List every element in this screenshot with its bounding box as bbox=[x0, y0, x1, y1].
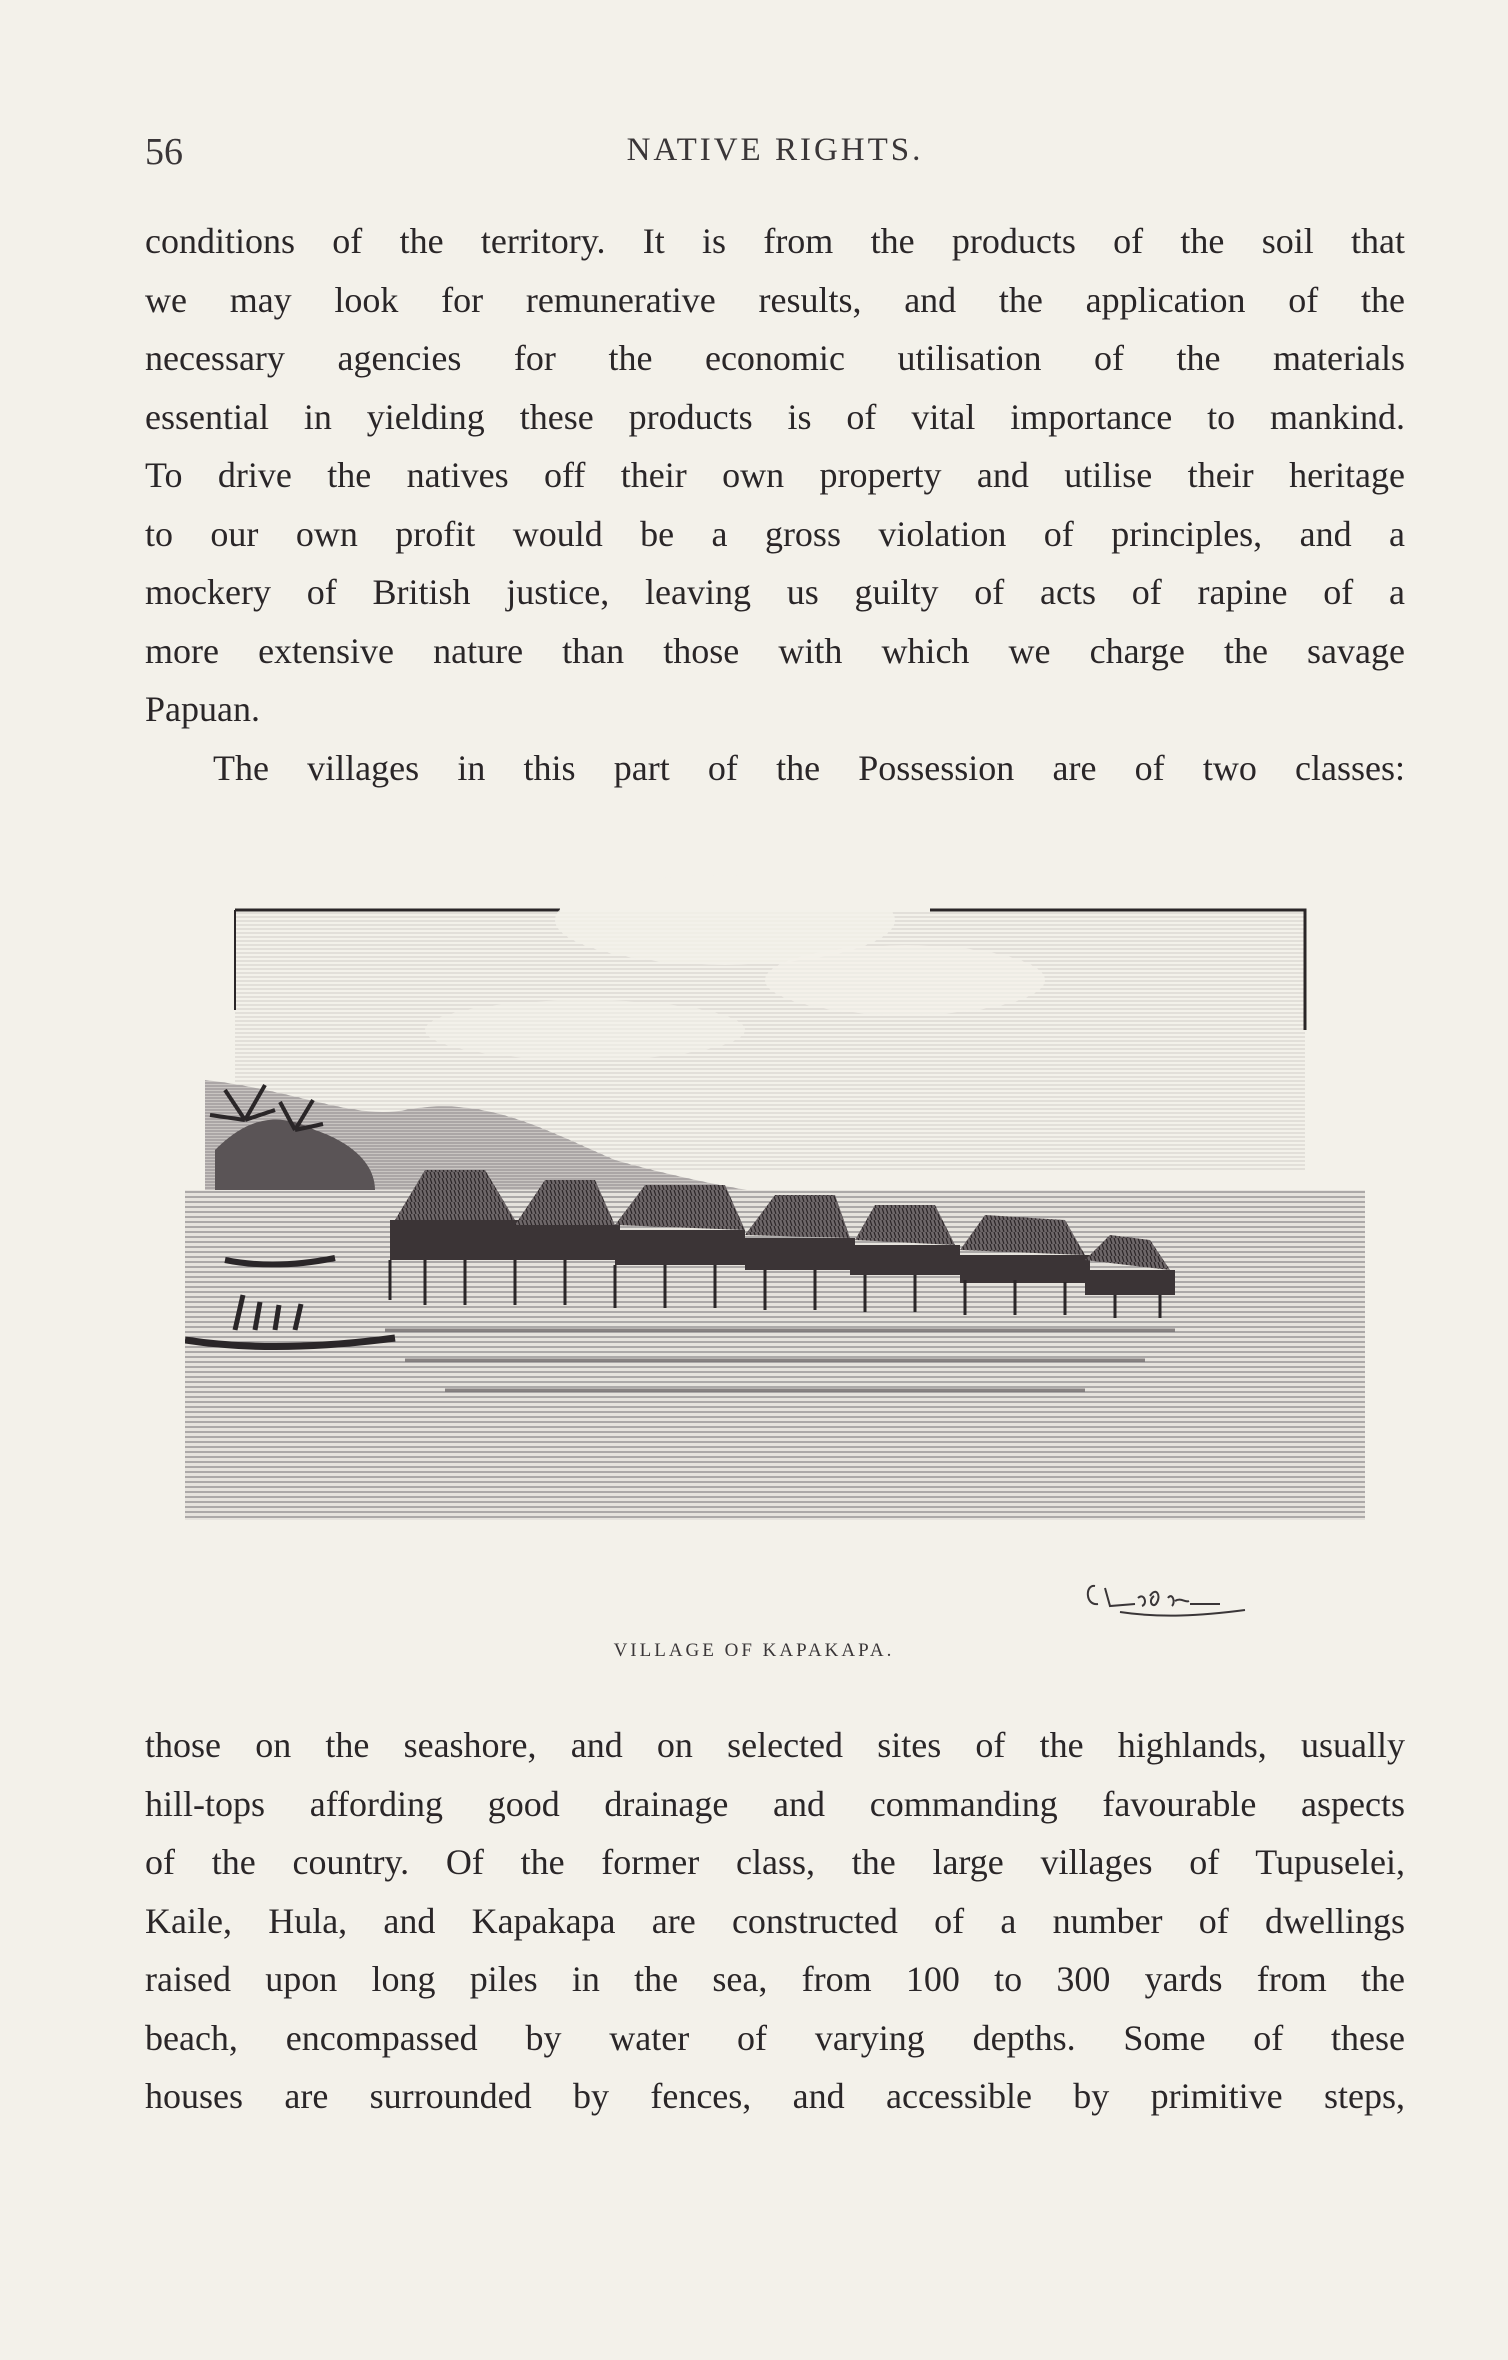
figure-caption: VILLAGE OF KAPAKAPA. bbox=[613, 1640, 895, 1661]
engraving-illustration bbox=[185, 860, 1365, 1640]
text-line: essential in yielding these products is of vital importance to mankind. bbox=[145, 396, 1405, 437]
text-line: Kaile, Hula, and Kapakapa are constructed of a number of dwellings bbox=[145, 1900, 1405, 1941]
text-line: of the country. Of the former class, the large villages of Tupuselei, bbox=[145, 1842, 1405, 1882]
artist-signature bbox=[1080, 1566, 1255, 1626]
text-line: to our own profit would be a gross violation of principles, and a bbox=[145, 513, 1405, 554]
text-line: those on the seashore, and on selected sites of the highlands, usually bbox=[145, 1725, 1405, 1765]
body-text-bottom bbox=[145, 1716, 1405, 2126]
body-text-top bbox=[145, 212, 1405, 797]
paragraph-opening-line: The villages in this part of the Possession are of two classes: bbox=[213, 747, 1405, 788]
text-line: conditions of the territory. It is from the products of the soil that bbox=[145, 221, 1405, 261]
text-line: To drive the natives off their own property and utilise their heritage bbox=[145, 455, 1405, 495]
text-line: houses are surrounded by fences, and accessible by primitive steps, bbox=[145, 2076, 1405, 2116]
running-head: NATIVE RIGHTS. bbox=[626, 132, 924, 168]
text-line: we may look for remunerative results, and the application of the bbox=[145, 279, 1405, 320]
text-line: hill-tops affording good drainage and commanding favourable aspects bbox=[145, 1783, 1405, 1824]
text-line: mockery of British justice, leaving us guilty of acts of rapine of a bbox=[145, 572, 1405, 612]
page-number: 56 bbox=[145, 131, 183, 173]
text-line: more extensive nature than those with which we charge the savage bbox=[145, 630, 1405, 671]
text-line: Papuan. bbox=[145, 689, 260, 729]
text-line: necessary agencies for the economic utilisation of the materials bbox=[145, 338, 1405, 378]
text-line: raised upon long piles in the sea, from 100 to 300 yards from the bbox=[145, 1959, 1405, 1999]
text-line: beach, encompassed by water of varying depths. Some of these bbox=[145, 2017, 1405, 2058]
page-header bbox=[145, 130, 1405, 180]
